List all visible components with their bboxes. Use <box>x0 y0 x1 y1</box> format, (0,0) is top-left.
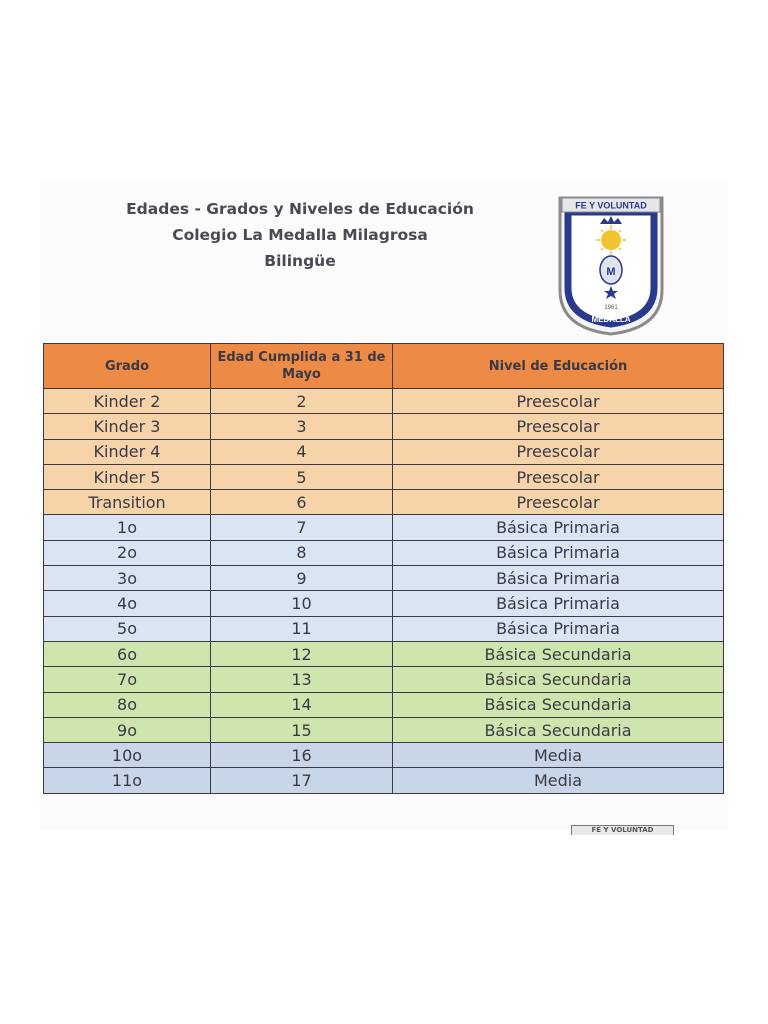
table-row <box>44 717 724 742</box>
svg-text:M: M <box>606 266 616 278</box>
svg-text:MILAGROSA: MILAGROSA <box>642 246 651 295</box>
cell-grado: 8o <box>44 692 211 717</box>
cell-edad: 17 <box>211 768 393 793</box>
table-row <box>44 768 724 793</box>
cell-nivel: Preescolar <box>393 490 724 515</box>
svg-text:COLEGIO LA: COLEGIO LA <box>574 252 583 302</box>
cell-nivel: Básica Primaria <box>393 515 724 540</box>
cell-edad: 16 <box>211 743 393 768</box>
cell-grado: 5o <box>44 616 211 641</box>
title-block <box>100 196 500 274</box>
cell-nivel: Básica Primaria <box>393 591 724 616</box>
table-row <box>44 464 724 489</box>
cell-grado: 3o <box>44 566 211 591</box>
cell-nivel: Básica Secundaria <box>393 717 724 742</box>
cell-nivel: Básica Primaria <box>393 540 724 565</box>
table-row <box>44 414 724 439</box>
table-row <box>44 692 724 717</box>
cell-edad: 12 <box>211 641 393 666</box>
crest-year: 1961 <box>604 305 618 311</box>
crest-motto: FE Y VOLUNTAD <box>575 200 647 211</box>
table-row <box>44 641 724 666</box>
table-row <box>44 616 724 641</box>
cell-nivel: Media <box>393 768 724 793</box>
table-row <box>44 515 724 540</box>
cell-edad: 10 <box>211 591 393 616</box>
cell-nivel: Preescolar <box>393 439 724 464</box>
school-subtitle: Bilingüe <box>264 252 336 270</box>
table-row <box>44 591 724 616</box>
cell-grado: Kinder 3 <box>44 414 211 439</box>
table-row <box>44 389 724 414</box>
table-row <box>44 439 724 464</box>
cell-edad: 9 <box>211 566 393 591</box>
cell-grado: 10o <box>44 743 211 768</box>
cell-edad: 11 <box>211 616 393 641</box>
school-crest-logo <box>556 194 666 336</box>
table-row <box>44 566 724 591</box>
cell-grado: 9o <box>44 717 211 742</box>
cell-nivel: Preescolar <box>393 464 724 489</box>
cell-nivel: Preescolar <box>393 389 724 414</box>
table-row <box>44 490 724 515</box>
cell-nivel: Básica Primaria <box>393 566 724 591</box>
cell-grado: 11o <box>44 768 211 793</box>
cell-edad: 6 <box>211 490 393 515</box>
cell-nivel: Preescolar <box>393 414 724 439</box>
school-name: Colegio La Medalla Milagrosa <box>172 226 428 244</box>
grades-table <box>43 343 724 794</box>
cell-nivel: Básica Secundaria <box>393 667 724 692</box>
cell-nivel: Media <box>393 743 724 768</box>
page-title: Edades - Grados y Niveles de Educación <box>126 200 474 218</box>
cell-edad: 7 <box>211 515 393 540</box>
table-row <box>44 743 724 768</box>
cell-grado: Transition <box>44 490 211 515</box>
cell-edad: 2 <box>211 389 393 414</box>
cell-grado: Kinder 2 <box>44 389 211 414</box>
cell-edad: 14 <box>211 692 393 717</box>
cell-nivel: Básica Primaria <box>393 616 724 641</box>
cell-edad: 3 <box>211 414 393 439</box>
cell-grado: 2o <box>44 540 211 565</box>
cell-edad: 8 <box>211 540 393 565</box>
cell-edad: 15 <box>211 717 393 742</box>
cell-edad: 4 <box>211 439 393 464</box>
header-grado: Grado <box>44 344 211 389</box>
header-edad: Edad Cumplida a 31 de Mayo <box>211 344 393 389</box>
cell-grado: 4o <box>44 591 211 616</box>
cell-grado: Kinder 4 <box>44 439 211 464</box>
header-nivel: Nivel de Educación <box>393 344 724 389</box>
cell-grado: 7o <box>44 667 211 692</box>
table-header-row <box>44 344 724 389</box>
table-row <box>44 667 724 692</box>
next-page-stub: FE Y VOLUNTAD <box>571 825 674 835</box>
cell-nivel: Básica Secundaria <box>393 641 724 666</box>
cell-nivel: Básica Secundaria <box>393 692 724 717</box>
cell-edad: 13 <box>211 667 393 692</box>
cell-grado: 6o <box>44 641 211 666</box>
cell-grado: Kinder 5 <box>44 464 211 489</box>
table-row <box>44 540 724 565</box>
cell-grado: 1o <box>44 515 211 540</box>
cell-edad: 5 <box>211 464 393 489</box>
svg-text:MEDALLA: MEDALLA <box>591 315 631 324</box>
